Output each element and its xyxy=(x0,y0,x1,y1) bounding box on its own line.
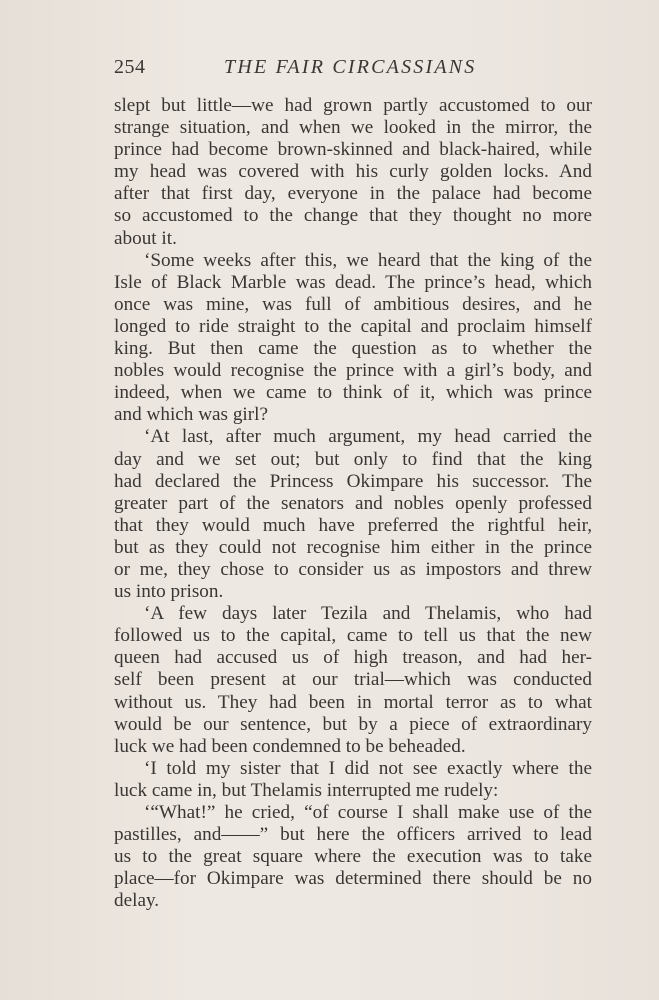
text-line: luck came in, but Thelamis interrupted me rudely: xyxy=(114,779,499,801)
text-line: my head was covered with his curly golden locks. And xyxy=(114,161,592,183)
text-line: had declared the Princess Okimpare his successor. The xyxy=(114,470,592,492)
text-line: us into prison. xyxy=(114,581,224,603)
text-line: us to the great square where the execution was to take xyxy=(114,846,592,868)
text-line: so accustomed to the change that they thought no more xyxy=(114,205,592,227)
text-line: longed to ride straight to the capital and proclaim himself xyxy=(114,315,592,337)
text-line: and which was girl? xyxy=(114,404,268,426)
text-line: self been present at our trial—which was conducted xyxy=(114,669,592,691)
text-line: that they would much have preferred the rightful heir, xyxy=(114,514,592,536)
text-line: strange situation, and when we looked in the mirror, the xyxy=(114,117,592,139)
text-line: ‘I told my sister that I did not see exactly where the xyxy=(144,757,592,779)
text-line: pastilles, and——” but here the officers arrived to lead xyxy=(114,824,592,846)
text-line: after that first day, everyone in the palace had become xyxy=(114,183,592,205)
page-header xyxy=(114,56,594,84)
text-line: place—for Okimpare was determined there should be no xyxy=(114,868,592,890)
text-line: greater part of the senators and nobles openly professed xyxy=(114,492,592,514)
text-line: ‘A few days later Tezila and Thelamis, who had xyxy=(144,603,592,625)
text-line: once was mine, was full of ambitious desires, and he xyxy=(114,293,592,315)
text-line: followed us to the capital, came to tell us that the new xyxy=(114,625,592,647)
text-line: day and we set out; but only to find that the king xyxy=(114,448,592,470)
text-line: delay. xyxy=(114,890,160,912)
text-line: without us. They had been in mortal terror as to what xyxy=(114,691,592,713)
running-head: THE FAIR CIRCASSIANS xyxy=(224,56,477,78)
text-line: or me, they chose to consider us as impostors and threw xyxy=(114,558,592,580)
text-line: ‘“What!” he cried, “of course I shall make use of the xyxy=(144,802,592,823)
text-line: Isle of Black Marble was dead. The prince’s head, which xyxy=(114,271,592,293)
text-line: prince had become brown-skinned and black-haired, while xyxy=(114,139,592,161)
text-line: slept but little—we had grown partly accustomed to our xyxy=(114,95,592,116)
page-number: 254 xyxy=(114,56,146,78)
text-line: king. But then came the question as to whether the xyxy=(114,338,592,360)
text-line: nobles would recognise the prince with a girl’s body, and xyxy=(114,360,592,382)
text-line: indeed, when we came to think of it, which was prince xyxy=(114,382,592,404)
text-line: queen had accused us of high treason, and had her- xyxy=(114,647,592,669)
text-line: would be our sentence, but by a piece of extraordinary xyxy=(114,713,592,735)
text-line: but as they could not recognise him either in the prince xyxy=(114,536,592,558)
text-line: ‘Some weeks after this, we heard that the king of the xyxy=(144,249,592,271)
text-line: luck we had been condemned to be beheaded. xyxy=(114,735,466,757)
text-line: about it. xyxy=(114,227,177,249)
text-line: ‘At last, after much argument, my head carried the xyxy=(144,426,592,448)
body-text xyxy=(114,95,592,912)
